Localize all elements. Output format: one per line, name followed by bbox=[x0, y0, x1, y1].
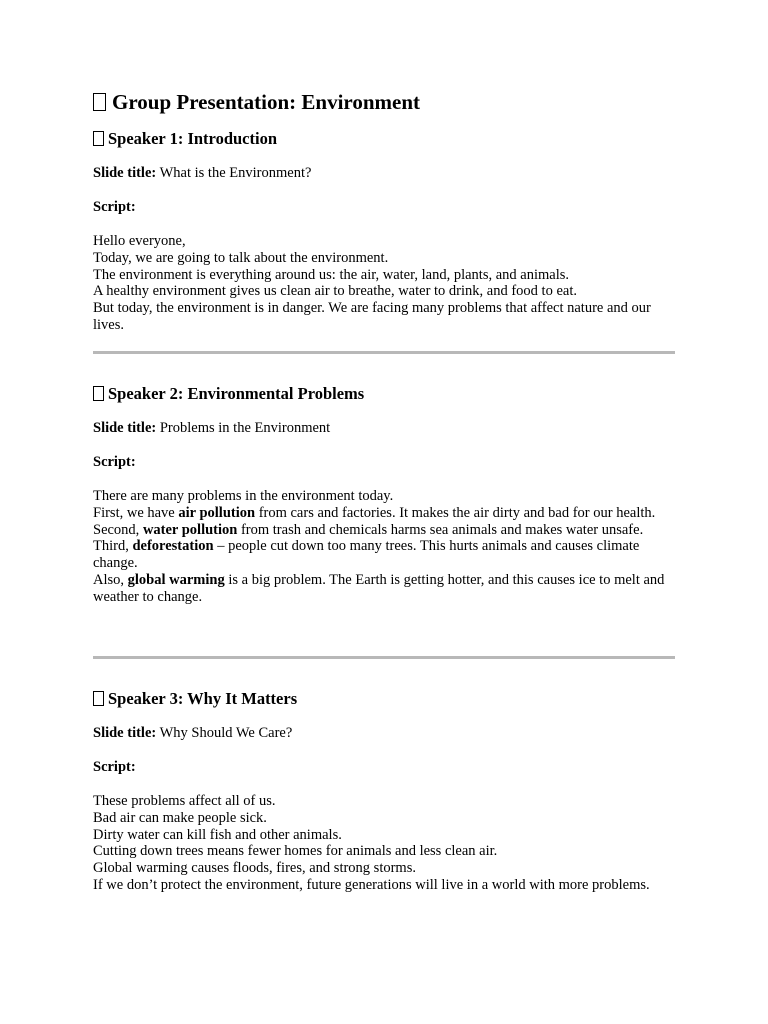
section-speaker-3 bbox=[93, 688, 675, 894]
slide-title-label: Slide title: bbox=[93, 420, 157, 436]
document-title bbox=[93, 88, 675, 116]
section-speaker-1 bbox=[93, 128, 675, 334]
script-line: Dirty water can kill fish and other animals. bbox=[93, 826, 342, 843]
script-line: A healthy environment gives us clean air to breathe, water to drink, and food to eat. bbox=[93, 283, 577, 300]
script-line: Global warming causes floods, fires, and strong storms. bbox=[93, 860, 416, 877]
highlight-term: deforestation bbox=[132, 538, 214, 555]
highlight-term: air pollution bbox=[178, 504, 256, 521]
script-line bbox=[93, 572, 675, 606]
document-title-text: Group Presentation: Environment bbox=[112, 90, 421, 114]
script-line: Cutting down trees means fewer homes for animals and less clean air. bbox=[93, 843, 498, 860]
script-text: First, we have bbox=[93, 504, 179, 521]
missing-glyph-icon bbox=[93, 93, 106, 111]
section-heading-text: Speaker 3: Why It Matters bbox=[108, 689, 298, 708]
script-line bbox=[93, 505, 675, 522]
missing-glyph-icon bbox=[93, 386, 104, 401]
highlight-term: global warming bbox=[127, 571, 225, 588]
section-speaker-2 bbox=[93, 383, 675, 606]
slide-title-value: What is the Environment? bbox=[159, 165, 312, 181]
script-text: Second, bbox=[93, 521, 143, 538]
script-line: If we don’t protect the environment, future generations will live in a world with more problems. bbox=[93, 876, 650, 893]
script-line: These problems affect all of us. bbox=[93, 793, 276, 809]
section-heading bbox=[93, 383, 675, 405]
section-divider bbox=[93, 656, 675, 659]
slide-title-label: Slide title: bbox=[93, 165, 157, 181]
script-line: Bad air can make people sick. bbox=[93, 809, 267, 826]
script-body bbox=[93, 488, 675, 606]
script-label: Script: bbox=[93, 759, 136, 775]
script-line bbox=[93, 522, 675, 539]
script-text: Also, bbox=[93, 571, 128, 588]
highlight-term: water pollution bbox=[142, 521, 238, 538]
script-label: Script: bbox=[93, 199, 136, 215]
section-heading bbox=[93, 128, 675, 150]
slide-title-line bbox=[93, 725, 675, 742]
section-heading-text: Speaker 1: Introduction bbox=[108, 129, 277, 148]
script-body bbox=[93, 233, 675, 334]
script-line: Today, we are going to talk about the environment. bbox=[93, 249, 389, 266]
missing-glyph-icon bbox=[93, 131, 104, 146]
script-line: Hello everyone, bbox=[93, 233, 186, 249]
script-text: from trash and chemicals harms sea animals and makes water unsafe. bbox=[237, 521, 644, 538]
section-divider bbox=[93, 351, 675, 354]
script-line: There are many problems in the environment today. bbox=[93, 488, 394, 504]
slide-title-label: Slide title: bbox=[93, 725, 157, 741]
script-text: is a big problem. The Earth is getting hotter, and this causes ice to melt and weather to change. bbox=[93, 571, 665, 605]
section-heading-text: Speaker 2: Environmental Problems bbox=[108, 384, 365, 403]
script-line: The environment is everything around us: the air, water, land, plants, and animals. bbox=[93, 266, 570, 283]
slide-title-value: Why Should We Care? bbox=[159, 725, 293, 741]
script-text: – people cut down too many trees. This hurts animals and causes climate change. bbox=[93, 538, 640, 572]
slide-title-line bbox=[93, 420, 675, 437]
script-line: But today, the environment is in danger. We are facing many problems that affect nature and our lives. bbox=[93, 300, 651, 333]
script-body bbox=[93, 793, 675, 894]
script-text: from cars and factories. It makes the air dirty and bad for our health. bbox=[255, 504, 656, 521]
section-heading bbox=[93, 688, 675, 710]
slide-title-value: Problems in the Environment bbox=[159, 420, 331, 436]
document-page bbox=[93, 86, 675, 893]
slide-title-line bbox=[93, 165, 675, 182]
script-label: Script: bbox=[93, 454, 136, 470]
script-line bbox=[93, 538, 675, 572]
missing-glyph-icon bbox=[93, 691, 104, 706]
script-text: Third, bbox=[93, 538, 133, 555]
